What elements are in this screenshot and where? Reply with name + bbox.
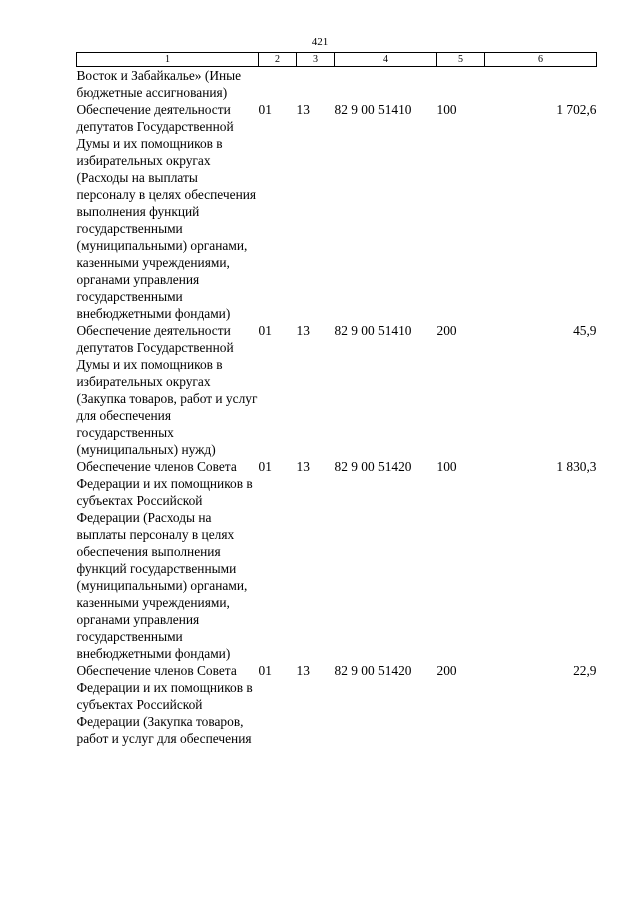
row-expense-type bbox=[437, 67, 485, 102]
header-col-1: 1 bbox=[77, 53, 259, 67]
row-name: Обеспечение членов Совета Федерации и их помощников в субъектах Российской Федерации (Закупка товаров, работ и услуг для обеспечения bbox=[76, 663, 253, 746]
row-csr: 82 9 00 51420 bbox=[334, 663, 412, 678]
row-subsection: 13 bbox=[296, 459, 310, 474]
row-name: Обеспечение членов Совета Федерации и их помощников в субъектах Российской Федерации (Расходы на выплаты персоналу в целях обеспечения выполнения функций государственными (муниципальными) органами, казенными учреждениями, органами управления государственными внебюджетными фондами) bbox=[76, 459, 253, 661]
table-row bbox=[77, 67, 597, 102]
page-number: 421 bbox=[311, 36, 329, 48]
row-expense-type: 200 bbox=[436, 663, 457, 678]
header-col-2: 2 bbox=[259, 53, 297, 67]
row-expense-type: 100 bbox=[436, 102, 457, 117]
row-section: 01 bbox=[258, 459, 272, 474]
row-subsection: 13 bbox=[296, 323, 310, 338]
row-section: 01 bbox=[258, 663, 272, 678]
table-row bbox=[77, 458, 597, 662]
row-csr: 82 9 00 51410 bbox=[334, 102, 412, 117]
row-sum bbox=[485, 67, 597, 102]
row-section: 01 bbox=[258, 102, 272, 117]
header-col-5: 5 bbox=[437, 53, 485, 67]
row-sum: 22,9 bbox=[573, 663, 597, 678]
row-expense-type: 100 bbox=[436, 459, 457, 474]
row-csr: 82 9 00 51410 bbox=[334, 323, 412, 338]
header-col-6: 6 bbox=[485, 53, 597, 67]
table-row bbox=[77, 101, 597, 322]
row-name: Обеспечение деятельности депутатов Государственной Думы и их помощников в избирательных округах (Расходы на выплаты персоналу в целях обеспечения выполнения функций государственными (муниципальными) органами, казенными учреждениями, органами управления государственными внебюджетными фондами) bbox=[76, 102, 257, 321]
row-section bbox=[259, 67, 297, 102]
row-name: Восток и Забайкалье» (Иные бюджетные ассигнования) bbox=[76, 68, 242, 100]
header-row bbox=[77, 53, 597, 67]
row-csr: 82 9 00 51420 bbox=[334, 459, 412, 474]
header-col-3: 3 bbox=[297, 53, 335, 67]
row-name: Обеспечение деятельности депутатов Государственной Думы и их помощников в избирательных округах (Закупка товаров, работ и услуг для обеспечения государственных (муниципальных) нужд) bbox=[76, 323, 258, 457]
row-expense-type: 200 bbox=[436, 323, 457, 338]
row-csr bbox=[335, 67, 437, 102]
row-subsection: 13 bbox=[296, 102, 310, 117]
table-row bbox=[77, 662, 597, 747]
row-section: 01 bbox=[258, 323, 272, 338]
header-col-4: 4 bbox=[335, 53, 437, 67]
budget-table bbox=[76, 52, 597, 747]
row-subsection bbox=[297, 67, 335, 102]
row-sum: 1 830,3 bbox=[556, 459, 597, 474]
row-sum: 45,9 bbox=[573, 323, 597, 338]
row-subsection: 13 bbox=[296, 663, 310, 678]
row-sum: 1 702,6 bbox=[556, 102, 597, 117]
table-row bbox=[77, 322, 597, 458]
